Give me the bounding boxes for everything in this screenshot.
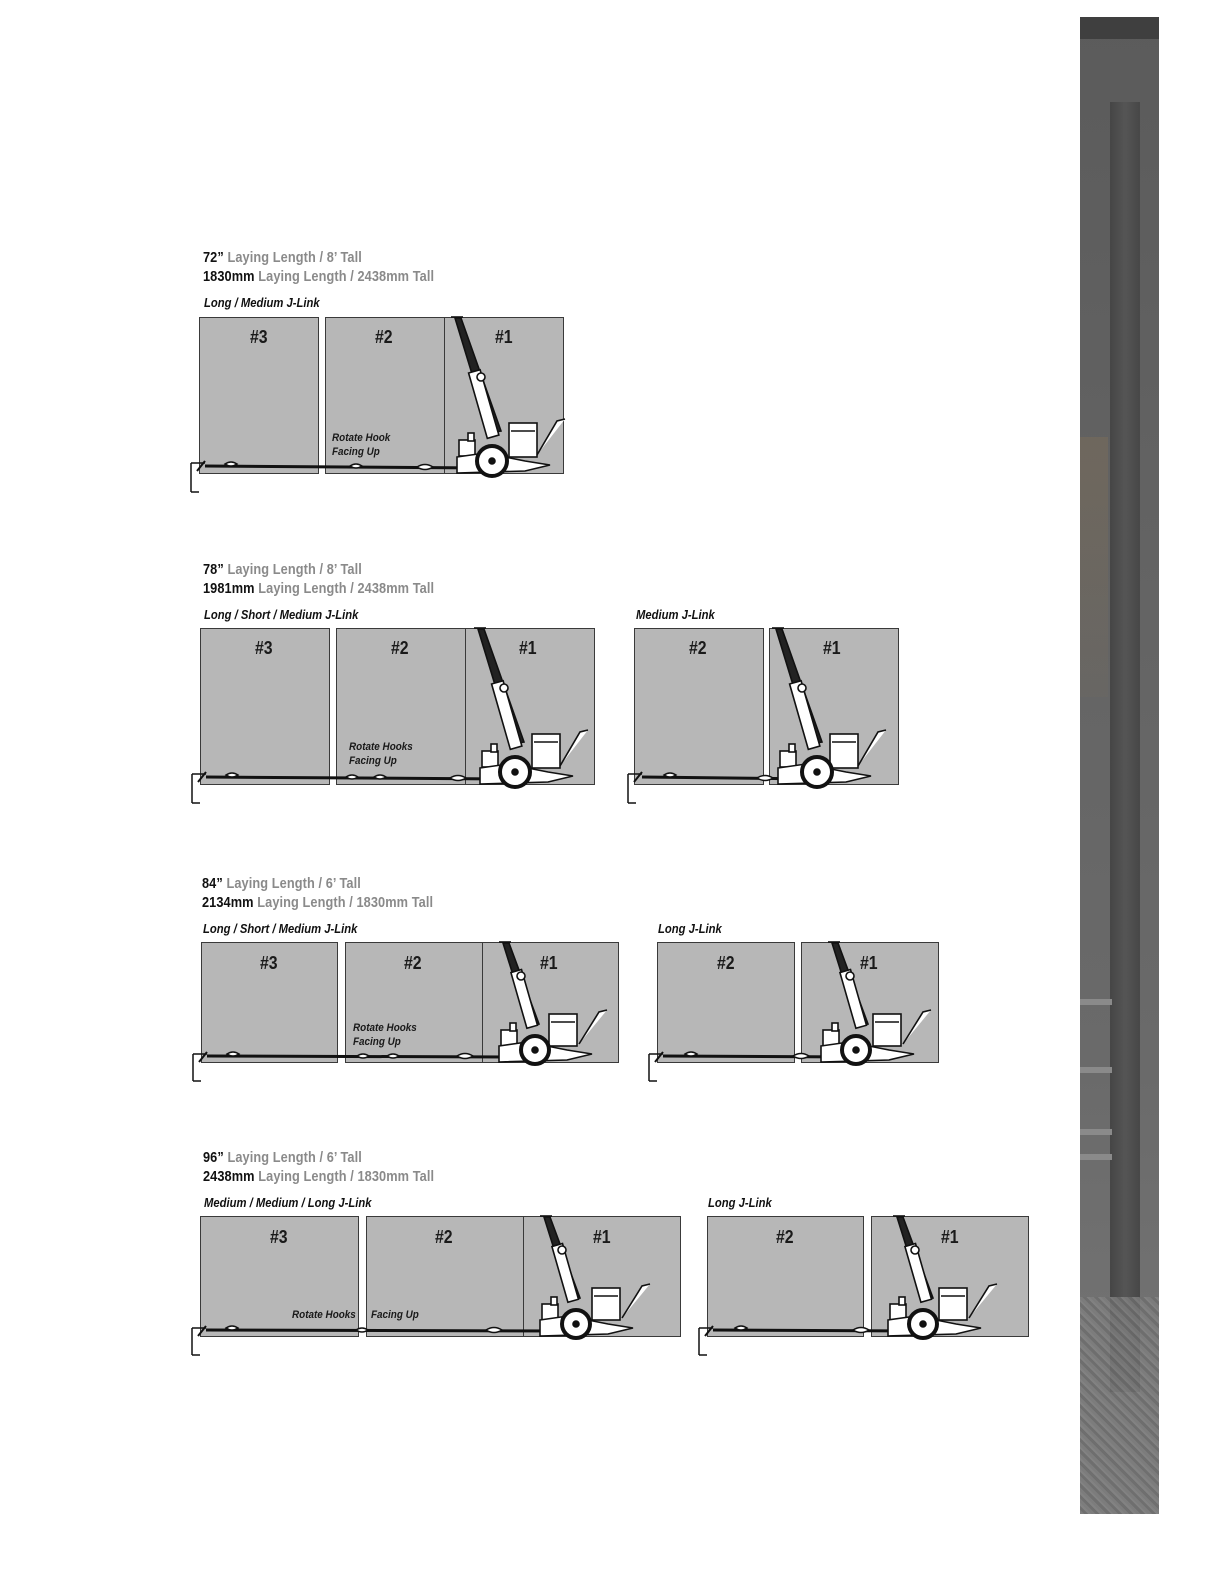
panel-number: #1 xyxy=(540,953,558,973)
photo-fence-rail xyxy=(1080,1129,1112,1135)
photo-fence-rail xyxy=(1080,1067,1112,1073)
panel-number: #3 xyxy=(270,1227,288,1247)
panel-number: #2 xyxy=(689,638,707,658)
panel-number: #2 xyxy=(717,953,735,973)
metric-heading: 2134mm Laying Length / 1830mm Tall xyxy=(202,895,434,911)
panel-number: #2 xyxy=(776,1227,794,1247)
imperial-heading: 72” Laying Length / 8’ Tall xyxy=(203,250,362,266)
panel-number: #1 xyxy=(519,638,537,658)
hook-note: Rotate Hooks Facing Up xyxy=(349,741,413,767)
jlink-config-label: Long / Short / Medium J-Link xyxy=(204,608,359,622)
panel-number: #3 xyxy=(260,953,278,973)
panel-number: #3 xyxy=(250,327,268,347)
panel-number: #2 xyxy=(404,953,422,973)
panel-number: #1 xyxy=(495,327,513,347)
photo-fence-rail xyxy=(1080,1154,1112,1160)
metric-heading: 1981mm Laying Length / 2438mm Tall xyxy=(203,581,435,597)
hook-note: Rotate Hooks xyxy=(292,1309,356,1321)
panel-number: #1 xyxy=(593,1227,611,1247)
imperial-heading: 78” Laying Length / 8’ Tall xyxy=(203,562,362,578)
photo-fence-rail xyxy=(1080,999,1112,1005)
metric-heading: 2438mm Laying Length / 1830mm Tall xyxy=(203,1169,435,1185)
jlink-config-label: Long J-Link xyxy=(708,1196,772,1210)
hook-note: Rotate Hooks Facing Up xyxy=(353,1022,417,1048)
photo-color-tint xyxy=(1080,437,1108,697)
jlink-config-label: Medium J-Link xyxy=(636,608,715,622)
jlink-config-label: Long / Short / Medium J-Link xyxy=(203,922,358,936)
jlink-config-label: Long / Medium J-Link xyxy=(204,296,320,310)
photo-gravel xyxy=(1080,1297,1159,1514)
imperial-heading: 84” Laying Length / 6’ Tall xyxy=(202,876,361,892)
panel-number: #2 xyxy=(391,638,409,658)
hook-note: Rotate Hook Facing Up xyxy=(332,432,391,458)
panel-number: #1 xyxy=(823,638,841,658)
winch-cable-illustration xyxy=(186,1214,676,1364)
panel-number: #2 xyxy=(375,327,393,347)
metric-heading: 1830mm Laying Length / 2438mm Tall xyxy=(203,269,435,285)
winch-cable-illustration xyxy=(643,940,953,1090)
winch-cable-illustration xyxy=(186,626,606,811)
jlink-config-label: Long J-Link xyxy=(658,922,722,936)
hook-note: Facing Up xyxy=(371,1309,419,1321)
photo-top-band xyxy=(1080,17,1159,39)
panel-number: #1 xyxy=(941,1227,959,1247)
side-photo-strip xyxy=(1080,17,1159,1514)
panel-number: #2 xyxy=(435,1227,453,1247)
panel-number: #3 xyxy=(255,638,273,658)
winch-cable-illustration xyxy=(185,315,585,500)
winch-cable-illustration xyxy=(187,940,627,1090)
winch-cable-illustration xyxy=(622,626,922,811)
imperial-heading: 96” Laying Length / 6’ Tall xyxy=(203,1150,362,1166)
panel-number: #1 xyxy=(860,953,878,973)
jlink-config-label: Medium / Medium / Long J-Link xyxy=(204,1196,372,1210)
winch-cable-illustration xyxy=(693,1214,1023,1364)
photo-fence-post xyxy=(1110,102,1140,1392)
